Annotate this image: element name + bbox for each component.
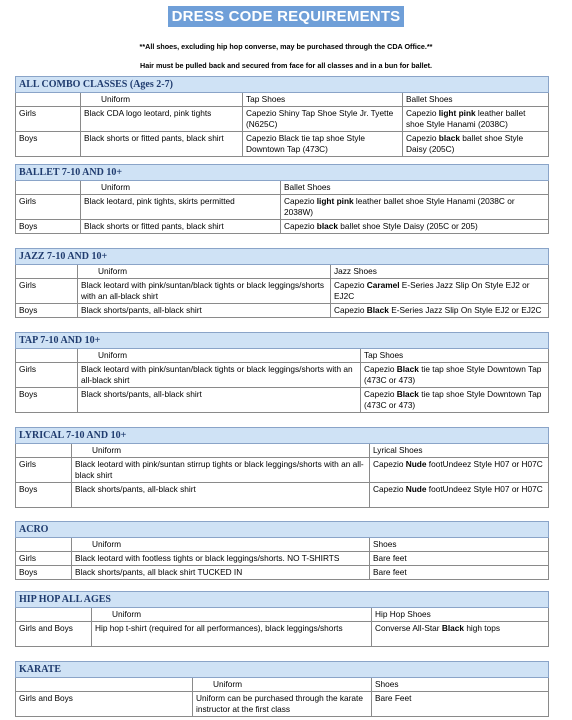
row-label: Boys	[16, 566, 72, 580]
table-row	[16, 304, 549, 318]
table-row	[16, 107, 549, 132]
table-row	[16, 363, 549, 388]
table-cell: Capezio light pink leather ballet shoe Style Hanami (2038C or 2038W)	[281, 195, 549, 220]
table-row	[16, 483, 549, 508]
table-row	[16, 458, 549, 483]
section-heading: TAP 7-10 AND 10+	[16, 333, 549, 349]
table-cell: Black leotard with footless tights or black leggings/shorts. NO T-SHIRTS	[72, 552, 370, 566]
page-title: DRESS CODE REQUIREMENTS	[168, 6, 405, 27]
row-label: Girls	[16, 552, 72, 566]
column-header: Uniform	[81, 93, 243, 107]
section-0	[15, 76, 548, 157]
table-cell: Capezio Black E-Series Jazz Slip On Style EJ2 or EJ2C	[331, 304, 549, 318]
table-row	[16, 566, 549, 580]
table-cell: Black shorts/pants, all-black shirt	[72, 483, 370, 508]
column-header: Tap Shoes	[361, 349, 549, 363]
column-header-row	[16, 444, 549, 458]
column-header: Uniform	[92, 608, 372, 622]
section-5	[15, 521, 548, 580]
table-cell: Capezio Black tie tap shoe Style Downtown Tap (473C or 473)	[361, 388, 549, 413]
dress-code-table	[15, 427, 549, 508]
row-label: Boys	[16, 132, 81, 157]
column-header: Lyrical Shoes	[370, 444, 549, 458]
table-row	[16, 622, 549, 647]
column-header: Uniform	[78, 265, 331, 279]
table-cell: Capezio black ballet shoe Style Daisy (205C)	[403, 132, 549, 157]
table-cell: Bare feet	[370, 566, 549, 580]
dress-code-table	[15, 332, 549, 413]
column-header-row	[16, 349, 549, 363]
dress-code-table	[15, 164, 549, 234]
section-heading: HIP HOP ALL AGES	[16, 592, 549, 608]
table-cell: Black leotard with pink/suntan/black tights or black leggings/shorts with an all-black shirt	[78, 279, 331, 304]
table-cell: Black leotard, pink tights, skirts permitted	[81, 195, 281, 220]
table-row	[16, 692, 549, 717]
table-cell: Capezio Caramel E-Series Jazz Slip On Style EJ2 or EJ2C	[331, 279, 549, 304]
column-header-row	[16, 538, 549, 552]
column-header-row	[16, 181, 549, 195]
section-heading: BALLET 7-10 AND 10+	[16, 165, 549, 181]
column-header: Uniform	[72, 538, 370, 552]
column-header: Uniform	[72, 444, 370, 458]
table-cell: Black shorts or fitted pants, black shirt	[81, 132, 243, 157]
dress-code-table	[15, 661, 549, 717]
row-label: Boys	[16, 304, 78, 318]
table-cell: Black CDA logo leotard, pink tights	[81, 107, 243, 132]
column-header: Jazz Shoes	[331, 265, 549, 279]
hair-note: Hair must be pulled back and secured from face for all classes and in a bun for ballet.	[140, 61, 432, 70]
row-label: Girls and Boys	[16, 622, 92, 647]
table-cell: Bare Feet	[372, 692, 549, 717]
section-3	[15, 332, 548, 413]
table-row	[16, 388, 549, 413]
column-header	[16, 93, 81, 107]
section-heading: ACRO	[16, 522, 549, 538]
section-heading: LYRICAL 7-10 AND 10+	[16, 428, 549, 444]
title-wrapper	[0, 6, 572, 32]
table-cell: Bare feet	[370, 552, 549, 566]
section-heading: ALL COMBO CLASSES (Ages 2-7)	[16, 77, 549, 93]
table-cell: Black shorts or fitted pants, black shirt	[81, 220, 281, 234]
row-label: Girls	[16, 363, 78, 388]
section-heading: JAZZ 7-10 AND 10+	[16, 249, 549, 265]
table-cell: Capezio Shiny Tap Shoe Style Jr. Tyette (N625C)	[243, 107, 403, 132]
dress-code-table	[15, 248, 549, 318]
table-row	[16, 279, 549, 304]
table-cell: Black leotard with pink/suntan/black tights or black leggings/shorts with an all-black shirt	[78, 363, 361, 388]
column-header: Shoes	[370, 538, 549, 552]
column-header: Uniform	[78, 349, 361, 363]
table-cell: Capezio light pink leather ballet shoe Style Hanami (2038C)	[403, 107, 549, 132]
table-cell: Black shorts/pants, all-black shirt	[78, 304, 331, 318]
table-cell: Hip hop t-shirt (required for all performances), black leggings/shorts	[92, 622, 372, 647]
table-row	[16, 132, 549, 157]
column-header	[16, 349, 78, 363]
section-1	[15, 164, 548, 234]
row-label: Boys	[16, 483, 72, 508]
table-cell: Uniform can be purchased through the karate instructor at the first class	[193, 692, 372, 717]
column-header-row	[16, 93, 549, 107]
row-label: Girls and Boys	[16, 692, 193, 717]
section-heading: KARATE	[16, 662, 549, 678]
table-row	[16, 220, 549, 234]
column-header	[16, 181, 81, 195]
section-6	[15, 591, 548, 647]
column-header: Uniform	[193, 678, 372, 692]
column-header	[16, 538, 72, 552]
table-cell: Capezio black ballet shoe Style Daisy (205C or 205)	[281, 220, 549, 234]
table-cell: Capezio Black tie tap shoe Style Downtown Tap (473C)	[243, 132, 403, 157]
column-header: Shoes	[372, 678, 549, 692]
column-header: Ballet Shoes	[281, 181, 549, 195]
table-row	[16, 552, 549, 566]
row-label: Girls	[16, 279, 78, 304]
column-header: Ballet Shoes	[403, 93, 549, 107]
column-header	[16, 678, 193, 692]
dress-code-table	[15, 76, 549, 157]
column-header-row	[16, 265, 549, 279]
row-label: Girls	[16, 458, 72, 483]
table-row	[16, 195, 549, 220]
column-header	[16, 608, 92, 622]
table-cell: Converse All-Star Black high tops	[372, 622, 549, 647]
section-4	[15, 427, 548, 508]
table-cell: Black shorts/pants, all black shirt TUCKED IN	[72, 566, 370, 580]
section-7	[15, 661, 548, 717]
row-label: Girls	[16, 107, 81, 132]
table-cell: Capezio Black tie tap shoe Style Downtown Tap (473C or 473)	[361, 363, 549, 388]
dress-code-table	[15, 521, 549, 580]
column-header	[16, 444, 72, 458]
shoes-note: **All shoes, excluding hip hop converse, may be purchased through the CDA Office.**	[139, 42, 433, 51]
row-label: Boys	[16, 388, 78, 413]
table-cell: Capezio Nude footUndeez Style H07 or H07C	[370, 458, 549, 483]
column-header: Hip Hop Shoes	[372, 608, 549, 622]
row-label: Boys	[16, 220, 81, 234]
column-header-row	[16, 608, 549, 622]
column-header: Tap Shoes	[243, 93, 403, 107]
column-header: Uniform	[81, 181, 281, 195]
section-2	[15, 248, 548, 318]
column-header-row	[16, 678, 549, 692]
table-cell: Black shorts/pants, all-black shirt	[78, 388, 361, 413]
dress-code-table	[15, 591, 549, 647]
table-cell: Capezio Nude footUndeez Style H07 or H07C	[370, 483, 549, 508]
table-cell: Black leotard with pink/suntan stirrup tights or black leggings/shorts with an all-black shirt	[72, 458, 370, 483]
row-label: Girls	[16, 195, 81, 220]
column-header	[16, 265, 78, 279]
